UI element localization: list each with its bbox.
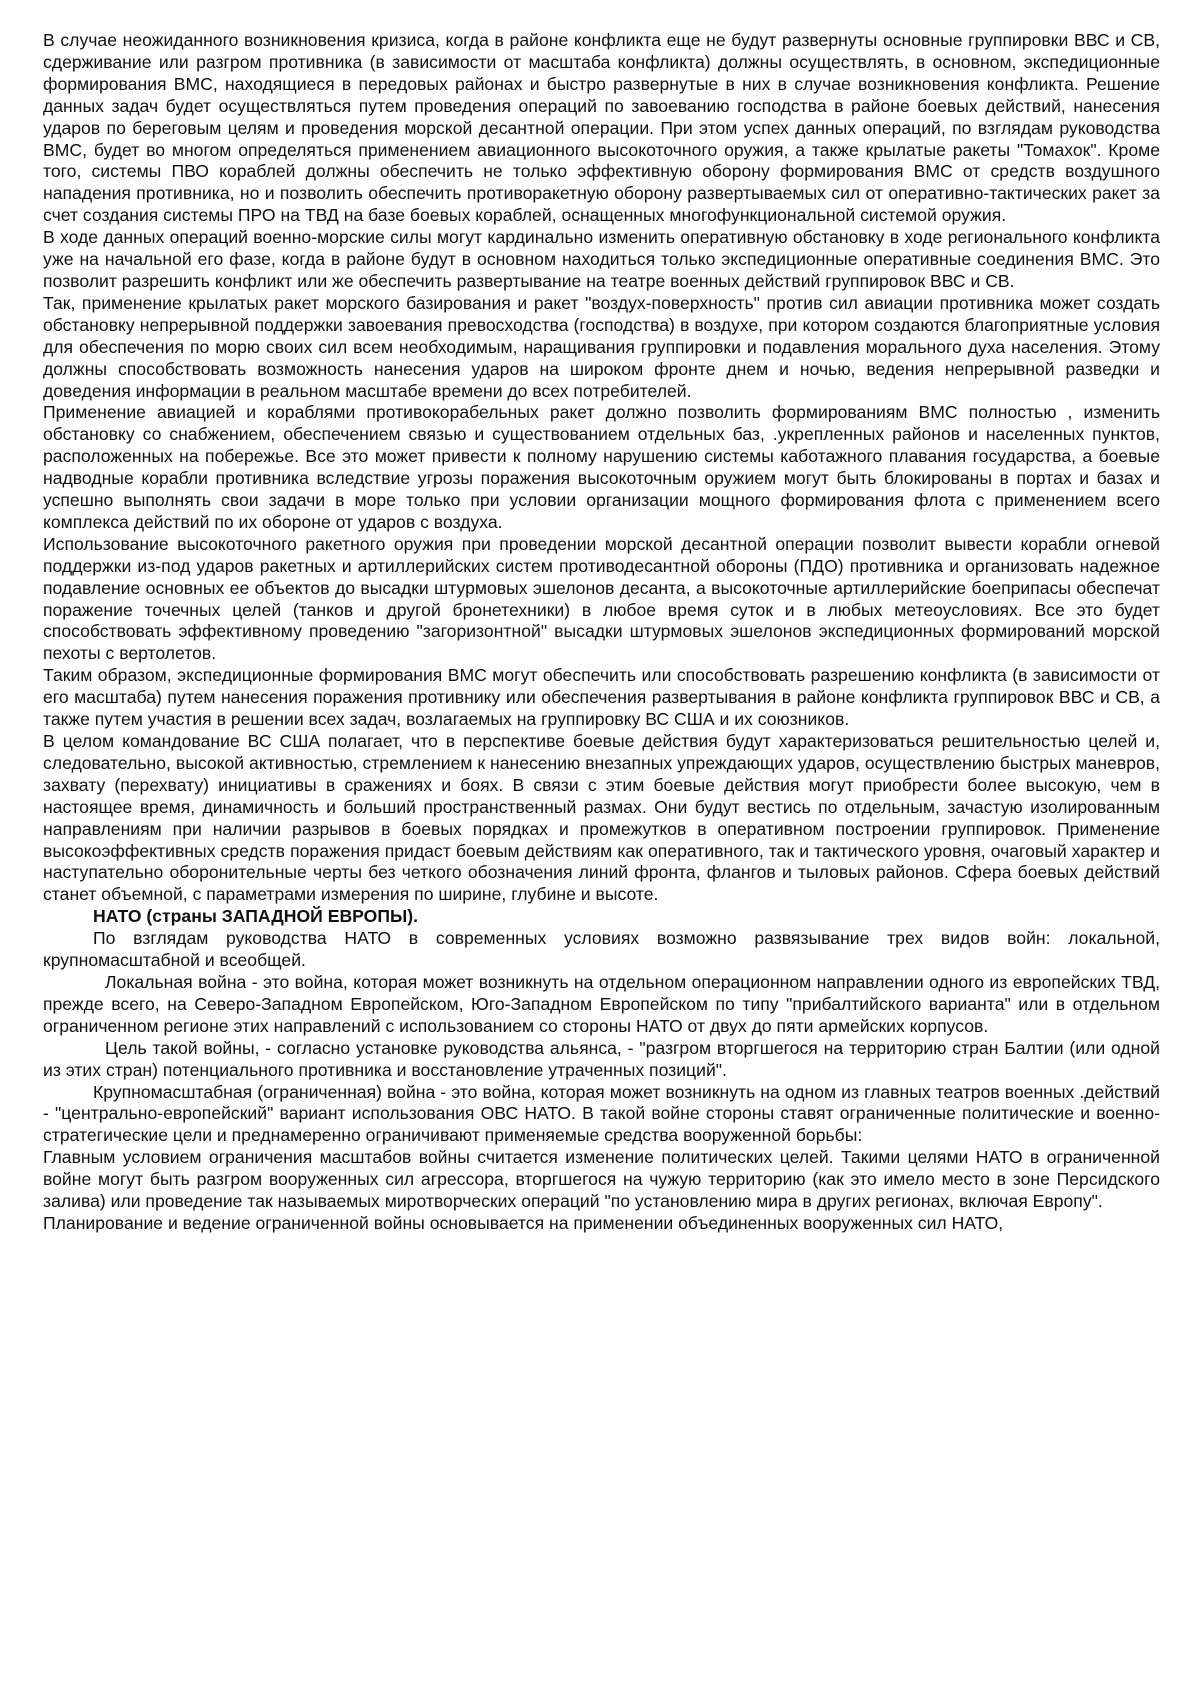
paragraph-limitation-condition: Главным условием ограничения масштабов войны считается изменение политических целей. Такими целями НАТО в ограниченной войне могут быть разгром вооруженных сил агрессора, вторгшегося на чужую территорию (как это имело место в зоне Персидского залива) или проведение так называемых миротворческих операций "по установлению мира в других регионах, включая Европу". — [43, 1147, 1160, 1212]
paragraph-local-war: Локальная война - это война, которая может возникнуть на отдельном операционном направлении одного из европейских ТВД, прежде всего, на Северо-Западном Европейском, Юго-Западном Европейском по типу "прибалтийского варианта" или в отдельном ограниченном регионе этих направлений с использованием со стороны НАТО от двух до пяти армейских корпусов. — [43, 971, 1160, 1036]
paragraph-crisis-response: В случае неожиданного возникновения кризиса, когда в районе конфликта еще не будут развернуты основные группировки ВВС и СВ, сдерживание или разгром противника (в зависимости от масштаба конфликта) должны осуществлять, в основном, экспедиционные формирования ВМС, находящиеся в передовых районах и быстро развернутые в них в случае возникновения конфликта. Решение данных задач будет осуществляться путем проведения операций по завоеванию господства в районе боевых действий, нанесения ударов по береговым целям и проведения морской десантной операции. При этом успех данных операций, по взглядам руководства ВМС, будет во многом определяться применением авиационного высокоточного оружия, а также крылатые ракеты "Томахок". Кроме того, системы ПВО кораблей должны обеспечить не только эффективную оборону формирования ВМС от средств воздушного нападения противника, но и позволить обеспечить противоракетную оборону развертываемых сил от оперативно-тактических ракет за счет создания системы ПРО на ТВД на базе боевых кораблей, оснащенных многофункциональной системой оружия. — [43, 30, 1160, 226]
paragraph-us-command-outlook: В целом командование ВС США полагает, что в перспективе боевые действия будут характеризоваться решительностью целей и, следовательно, высокой активностью, стремлением к нанесению внезапных упреждающих ударов, осуществлению быстрых маневров, захвату (перехвату) инициативы в сражениях и боях. В связи с этим боевые действия могут приобрести более высокую, чем в настоящее время, динамичность и больший пространственный размах. Они будут вестись по отдельным, зачастую изолированным направлениям при наличии разрывов в боевых порядках и промежутков в оперативном построении группировок. Применение высокоэффективных средств поражения придаст боевым действиям как оперативного, так и тактического уровня, очаговый характер и наступательно оборонительные черты без четкого обозначения линий фронта, флангов и тыловых районов. Сфера боевых действий станет объемной, с параметрами измерения по ширине, глубине и высоте. — [43, 731, 1160, 905]
paragraph-amphibious-operation: Использование высокоточного ракетного оружия при проведении морской десантной операции позволит вывести корабли огневой поддержки из-под ударов ракетных и артиллерийских систем противодесантной обороны (ПДО) противника и организовать надежное подавление основных ее объектов до высадки штурмовых эшелонов десанта, а высокоточные артиллерийские боеприпасы обеспечат поражение точечных целей (танков и другой бронетехники) в любое время суток и в любых метеоусловиях. Все это будет способствовать эффективному проведению "загоризонтной" высадки штурмовых эшелонов экспедиционных формирований морской пехоты с вертолетов. — [43, 533, 1160, 664]
paragraph-naval-operations: В ходе данных операций военно-морские силы могут кардинально изменить оперативную обстановку в ходе регионального конфликта уже на начальной его фазе, когда в районе будут в основном находиться только экспедиционные оперативные соединения ВМС. Это позволит разрешить конфликт или же обеспечить развертывание на театре военных действий группировок ВВС и СВ. — [43, 227, 1160, 291]
paragraph-nato-war-types: По взглядам руководства НАТО в современных условиях возможно развязывание трех видов войн: локальной, крупномасштабной и всеобщей. — [43, 928, 1160, 971]
paragraph-expeditionary-conclusion: Таким образом, экспедиционные формирования ВМС могут обеспечить или способствовать разрешению конфликта (в зависимости от его масштаба) путем нанесения поражения противнику или обеспечения развертывания в районе конфликта группировок ВВС и СВ, а также путем участия в решении всех задач, возлагаемых на группировку ВС США и их союзников. — [43, 665, 1160, 730]
paragraph-anti-ship-missiles: Применение авиацией и кораблями противокорабельных ракет должно позволить формированиям ВМС полностью , изменить обстановку со снабжением, обеспечением связью и существованием отдельных баз, .укрепленных районов и населенных пунктов, расположенных на побережье. Все это может привести к полному нарушению системы каботажного плавания государства, а боевые надводные корабли противника вследствие угрозы поражения высокоточным оружием могут быть блокированы в портах и базах и успешно выполнять свои задачи в море только при условии организации мощного формирования флота с применением всего комплекса действий по их обороне от ударов с воздуха. — [43, 402, 1160, 532]
paragraph-local-war-goal: Цель такой войны, - согласно установке руководства альянса, - "разгром вторгшегося на территорию стран Балтии (или одной из этих стран) потенциального противника и восстановление утраченных позиций". — [43, 1037, 1160, 1080]
paragraph-large-scale-war: Крупномасштабная (ограниченная) война - это война, которая может возникнуть на одном из главных театров военных .действий - "центрально-европейский" вариант использования ОВС НАТО. В такой войне стороны ставят ограниченные политические и военно-стратегические цели и преднамеренно ограничивают применяемые средства вооруженной борьбы: — [43, 1081, 1160, 1146]
paragraph-limited-war-planning: Планирование и ведение ограниченной войны основывается на применении объединенных вооруженных сил НАТО, — [43, 1212, 1004, 1233]
paragraph-cruise-missiles: Так, применение крылатых ракет морского базирования и ракет "воздух-поверхность" против сил авиации противника может создать обстановку непрерывной поддержки завоевания превосходства (господства) в воздухе, при котором создаются благоприятные условия для обеспечения по морю своих сил всем необходимым, наращивания группировки и подавления морального духа населения. Этому должны способствовать возможность нанесения ударов на широком фронте днем и ночью, ведения непрерывной разведки и доведения информации в реальном масштабе времени до всех потребителей. — [43, 292, 1160, 401]
section-heading-nato: НАТО (страны ЗАПАДНОЙ ЕВРОПЫ). — [93, 906, 418, 927]
